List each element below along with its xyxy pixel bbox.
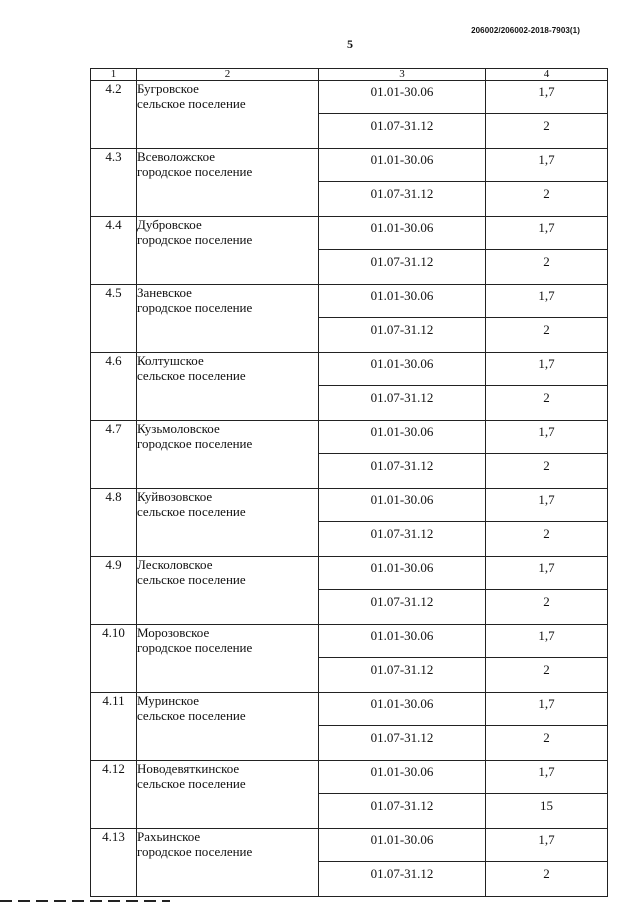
settlement-name-line1: Морозовское <box>137 625 210 640</box>
period-first-half: 01.01-30.06 <box>319 761 486 794</box>
settlement-name-line2: сельское поселение <box>137 572 246 587</box>
period-second-half: 01.07-31.12 <box>319 454 486 489</box>
period-second-half: 01.07-31.12 <box>319 522 486 557</box>
value-first-half: 1,7 <box>486 285 608 318</box>
period-first-half: 01.01-30.06 <box>319 557 486 590</box>
settlement-name-line1: Заневское <box>137 285 192 300</box>
settlement-name-line1: Бугровское <box>137 81 199 96</box>
document-id: 206002/206002-2018-7903(1) <box>471 26 580 35</box>
table-row <box>91 81 608 114</box>
settlement-name-line1: Всеволожское <box>137 149 216 164</box>
period-second-half: 01.07-31.12 <box>319 114 486 149</box>
table-row <box>91 217 608 250</box>
value-first-half: 1,7 <box>486 693 608 726</box>
value-first-half: 1,7 <box>486 217 608 250</box>
column-header-1: 1 <box>91 69 137 81</box>
settlement-name-line2: городское поселение <box>137 232 253 247</box>
period-second-half: 01.07-31.12 <box>319 794 486 829</box>
value-second-half: 2 <box>486 590 608 625</box>
row-number: 4.2 <box>91 81 137 149</box>
settlement-name-line2: сельское поселение <box>137 368 246 383</box>
period-first-half: 01.01-30.06 <box>319 489 486 522</box>
row-number: 4.8 <box>91 489 137 557</box>
period-first-half: 01.01-30.06 <box>319 81 486 114</box>
table-row <box>91 625 608 658</box>
period-first-half: 01.01-30.06 <box>319 149 486 182</box>
value-second-half: 2 <box>486 522 608 557</box>
settlement-name-line1: Новодевяткинское <box>137 761 240 776</box>
value-second-half: 2 <box>486 318 608 353</box>
column-header-3: 3 <box>319 69 486 81</box>
settlement-name-line1: Рахьинское <box>137 829 201 844</box>
table-row <box>91 761 608 794</box>
settlement-name <box>137 421 319 489</box>
period-first-half: 01.01-30.06 <box>319 353 486 386</box>
period-second-half: 01.07-31.12 <box>319 658 486 693</box>
settlement-name-line1: Лесколовское <box>137 557 213 572</box>
settlement-name <box>137 625 319 693</box>
settlement-name <box>137 353 319 421</box>
period-second-half: 01.07-31.12 <box>319 862 486 897</box>
table-header-row <box>91 69 608 81</box>
period-second-half: 01.07-31.12 <box>319 590 486 625</box>
settlement-name-line1: Кузьмоловское <box>137 421 220 436</box>
period-first-half: 01.01-30.06 <box>319 421 486 454</box>
period-second-half: 01.07-31.12 <box>319 182 486 217</box>
row-number: 4.7 <box>91 421 137 489</box>
row-number: 4.3 <box>91 149 137 217</box>
period-second-half: 01.07-31.12 <box>319 318 486 353</box>
period-first-half: 01.01-30.06 <box>319 693 486 726</box>
period-first-half: 01.01-30.06 <box>319 829 486 862</box>
period-first-half: 01.01-30.06 <box>319 625 486 658</box>
period-first-half: 01.01-30.06 <box>319 285 486 318</box>
value-second-half: 15 <box>486 794 608 829</box>
value-first-half: 1,7 <box>486 625 608 658</box>
settlement-name <box>137 693 319 761</box>
table-row <box>91 353 608 386</box>
scan-edge-artifact <box>0 900 170 902</box>
value-first-half: 1,7 <box>486 353 608 386</box>
settlement-name-line2: сельское поселение <box>137 776 246 791</box>
value-first-half: 1,7 <box>486 81 608 114</box>
value-second-half: 2 <box>486 250 608 285</box>
row-number: 4.11 <box>91 693 137 761</box>
period-first-half: 01.01-30.06 <box>319 217 486 250</box>
row-number: 4.12 <box>91 761 137 829</box>
row-number: 4.5 <box>91 285 137 353</box>
value-second-half: 2 <box>486 726 608 761</box>
value-second-half: 2 <box>486 862 608 897</box>
value-second-half: 2 <box>486 182 608 217</box>
row-number: 4.9 <box>91 557 137 625</box>
value-first-half: 1,7 <box>486 421 608 454</box>
settlement-name <box>137 489 319 557</box>
table-row <box>91 557 608 590</box>
settlement-name-line1: Муринское <box>137 693 200 708</box>
settlement-name <box>137 285 319 353</box>
table-row <box>91 149 608 182</box>
table-row <box>91 693 608 726</box>
period-second-half: 01.07-31.12 <box>319 726 486 761</box>
settlement-name-line1: Колтушское <box>137 353 204 368</box>
row-number: 4.13 <box>91 829 137 897</box>
value-second-half: 2 <box>486 454 608 489</box>
settlements-table <box>90 68 608 897</box>
settlement-name-line2: городское поселение <box>137 436 253 451</box>
value-first-half: 1,7 <box>486 489 608 522</box>
column-header-4: 4 <box>486 69 608 81</box>
settlement-name <box>137 829 319 897</box>
table-row <box>91 829 608 862</box>
value-first-half: 1,7 <box>486 557 608 590</box>
row-number: 4.4 <box>91 217 137 285</box>
settlement-name-line2: городское поселение <box>137 844 253 859</box>
settlement-name-line1: Дубровское <box>137 217 202 232</box>
value-second-half: 2 <box>486 386 608 421</box>
table-row <box>91 285 608 318</box>
settlement-name <box>137 149 319 217</box>
value-second-half: 2 <box>486 114 608 149</box>
settlement-name <box>137 557 319 625</box>
page-number: 5 <box>347 37 353 51</box>
value-second-half: 2 <box>486 658 608 693</box>
row-number: 4.10 <box>91 625 137 693</box>
column-header-2: 2 <box>137 69 319 81</box>
settlement-name-line2: городское поселение <box>137 640 253 655</box>
settlement-name <box>137 81 319 149</box>
settlement-name-line2: сельское поселение <box>137 504 246 519</box>
settlement-name-line2: городское поселение <box>137 164 253 179</box>
value-first-half: 1,7 <box>486 761 608 794</box>
settlement-name-line2: городское поселение <box>137 300 253 315</box>
row-number: 4.6 <box>91 353 137 421</box>
period-second-half: 01.07-31.12 <box>319 250 486 285</box>
table-row <box>91 489 608 522</box>
settlement-name-line2: сельское поселение <box>137 708 246 723</box>
value-first-half: 1,7 <box>486 829 608 862</box>
value-first-half: 1,7 <box>486 149 608 182</box>
period-second-half: 01.07-31.12 <box>319 386 486 421</box>
settlement-name-line1: Куйвозовское <box>137 489 213 504</box>
settlement-name-line2: сельское поселение <box>137 96 246 111</box>
settlement-name <box>137 217 319 285</box>
settlement-name <box>137 761 319 829</box>
table-row <box>91 421 608 454</box>
